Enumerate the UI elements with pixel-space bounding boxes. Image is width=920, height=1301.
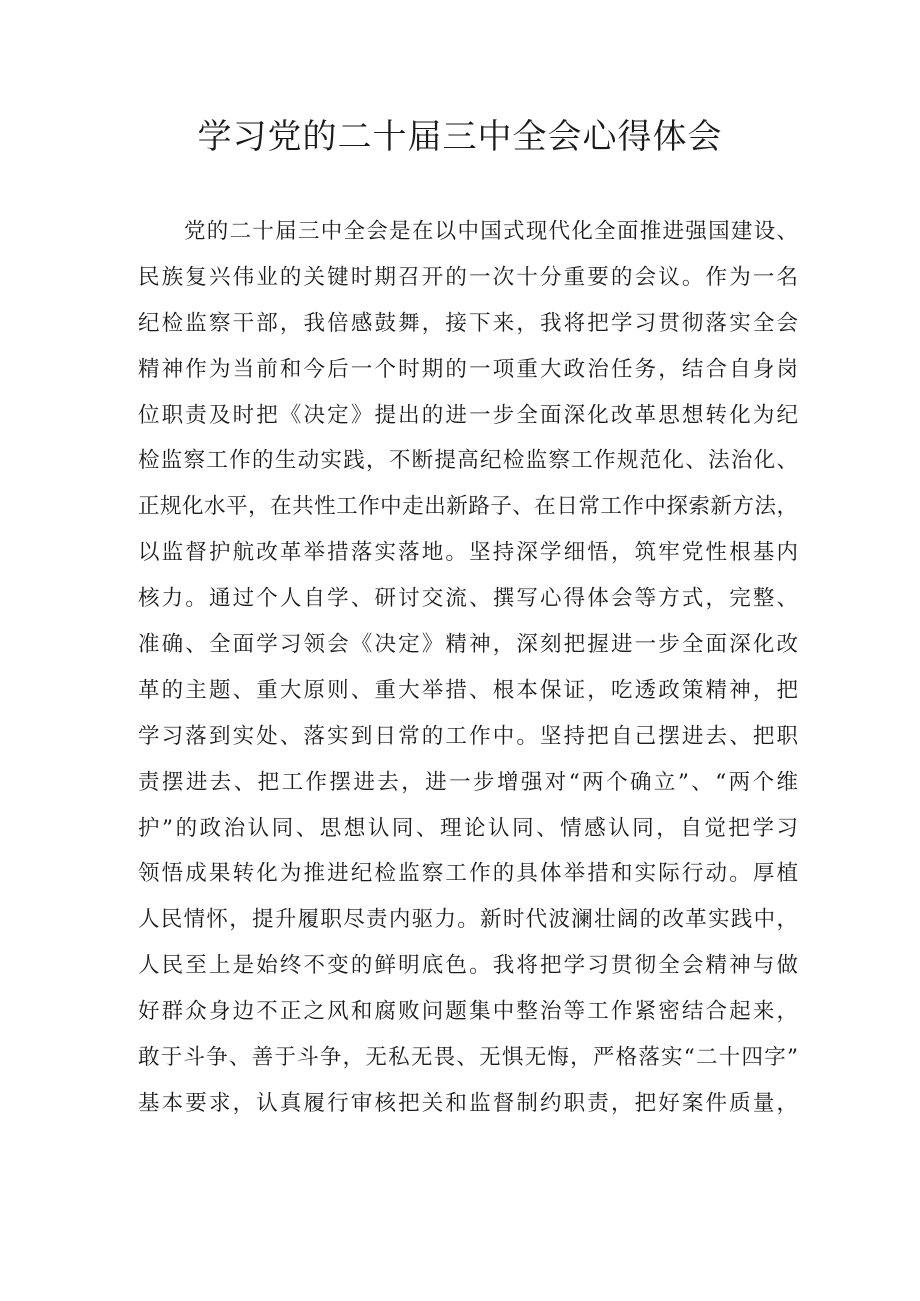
paragraph-line: 革的主题、重大原则、重大举措、根本保证，吃透政策精神，把 <box>138 677 798 703</box>
paragraph-line: 领悟成果转化为推进纪检监察工作的具体举措和实际行动。厚植 <box>138 861 798 887</box>
paragraph-line: 准确、全面学习领会《决定》精神，深刻把握进一步全面深化改 <box>138 632 798 658</box>
paragraph-line: 敢于斗争、善于斗争，无私无畏、无惧无悔，严格落实“二十四字” <box>138 1045 798 1071</box>
paragraph-line: 责摆进去、把工作摆进去，进一步增强对“两个确立”、“两个维 <box>138 769 798 795</box>
paragraph-line: 人民情怀，提升履职尽责内驱力。新时代波澜壮阔的改革实践中， <box>138 907 798 933</box>
paragraph-line: 以监督护航改革举措落实落地。坚持深学细悟，筑牢党性根基内 <box>138 540 798 566</box>
paragraph-line: 精神作为当前和今后一个时期的一项重大政治任务，结合自身岗 <box>138 356 798 382</box>
paragraph-line: 党的二十届三中全会是在以中国式现代化全面推进强国建设、 <box>184 219 798 244</box>
paragraph-line: 基本要求，认真履行审核把关和监督制约职责，把好案件质量， <box>138 1090 798 1116</box>
paragraph-line: 好群众身边不正之风和腐败问题集中整治等工作紧密结合起来， <box>138 999 798 1025</box>
paragraph-line: 正规化水平，在共性工作中走出新路子、在日常工作中探索新方法， <box>138 494 798 520</box>
paragraph-line: 护”的政治认同、思想认同、理论认同、情感认同，自觉把学习 <box>138 815 798 841</box>
paragraph-line: 人民至上是始终不变的鲜明底色。我将把学习贯彻全会精神与做 <box>138 953 798 979</box>
paragraph-line: 检监察工作的生动实践，不断提高纪检监察工作规范化、法治化、 <box>138 448 798 474</box>
paragraph-line: 学习落到实处、落实到日常的工作中。坚持把自己摆进去、把职 <box>138 723 798 749</box>
document-body <box>138 209 798 1127</box>
document-title: 学习党的二十届三中全会心得体会 <box>197 117 723 157</box>
paragraph-line: 位职责及时把《决定》提出的进一步全面深化改革思想转化为纪 <box>138 402 798 428</box>
paragraph-line: 核力。通过个人自学、研讨交流、撰写心得体会等方式，完整、 <box>138 586 798 612</box>
paragraph-line: 民族复兴伟业的关键时期召开的一次十分重要的会议。作为一名 <box>138 264 798 290</box>
paragraph-line: 纪检监察干部，我倍感鼓舞，接下来，我将把学习贯彻落实全会 <box>138 310 798 336</box>
